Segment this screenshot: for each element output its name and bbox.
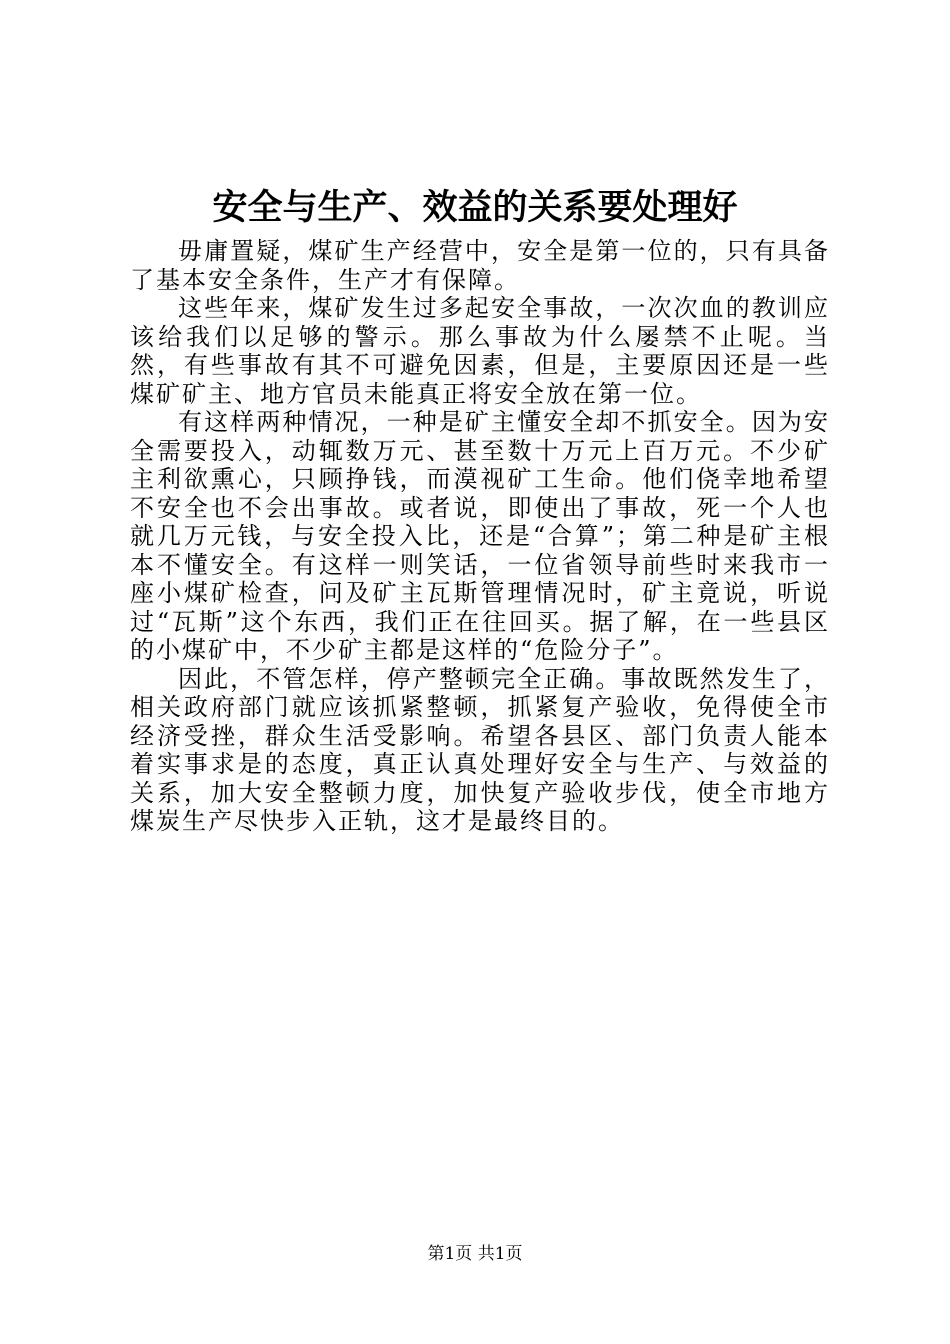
article-body: [130, 237, 830, 836]
paragraph: 有这样两种情况，一种是矿主懂安全却不抓安全。因为安全需要投入，动辄数万元、甚至数十万元上百万元。不少矿主利欲熏心，只顾挣钱，而漠视矿工生命。他们侥幸地希望不安全也不会出事故。或者说，即使出了事故，死一个人也就几万元钱，与安全投入比，还是“合算”；第二种是矿主根本不懂安全。有这样一则笑话，一位省领导前些时来我市一座小煤矿检查，问及矿主瓦斯管理情况时，矿主竟说，听说过“瓦斯”这个东西，我们正在往回买。据了解，在一些县区的小煤矿中，不少矿主都是这样的“危险分子”。: [130, 408, 830, 664]
paragraph: 因此，不管怎样，停产整顿完全正确。事故既然发生了，相关政府部门就应该抓紧整顿，抓紧复产验收，免得使全市经济受挫，群众生活受影响。希望各县区、部门负责人能本着实事求是的态度，真正认真处理好安全与生产、与效益的关系，加大安全整顿力度，加快复产验收步伐，使全市地方煤炭生产尽快步入正轨，这才是最终目的。: [130, 664, 830, 835]
page-number-footer: 第1页 共1页: [427, 1244, 523, 1264]
page-title: 安全与生产、效益的关系要处理好: [212, 187, 738, 228]
paragraph: 这些年来，煤矿发生过多起安全事故，一次次血的教训应该给我们以足够的警示。那么事故为什么屡禁不止呢。当然，有些事故有其不可避免因素，但是，主要原因还是一些煤矿矿主、地方官员未能真正将安全放在第一位。: [130, 294, 830, 408]
paragraph: 毋庸置疑，煤矿生产经营中，安全是第一位的，只有具备了基本安全条件，生产才有保障。: [130, 237, 830, 294]
